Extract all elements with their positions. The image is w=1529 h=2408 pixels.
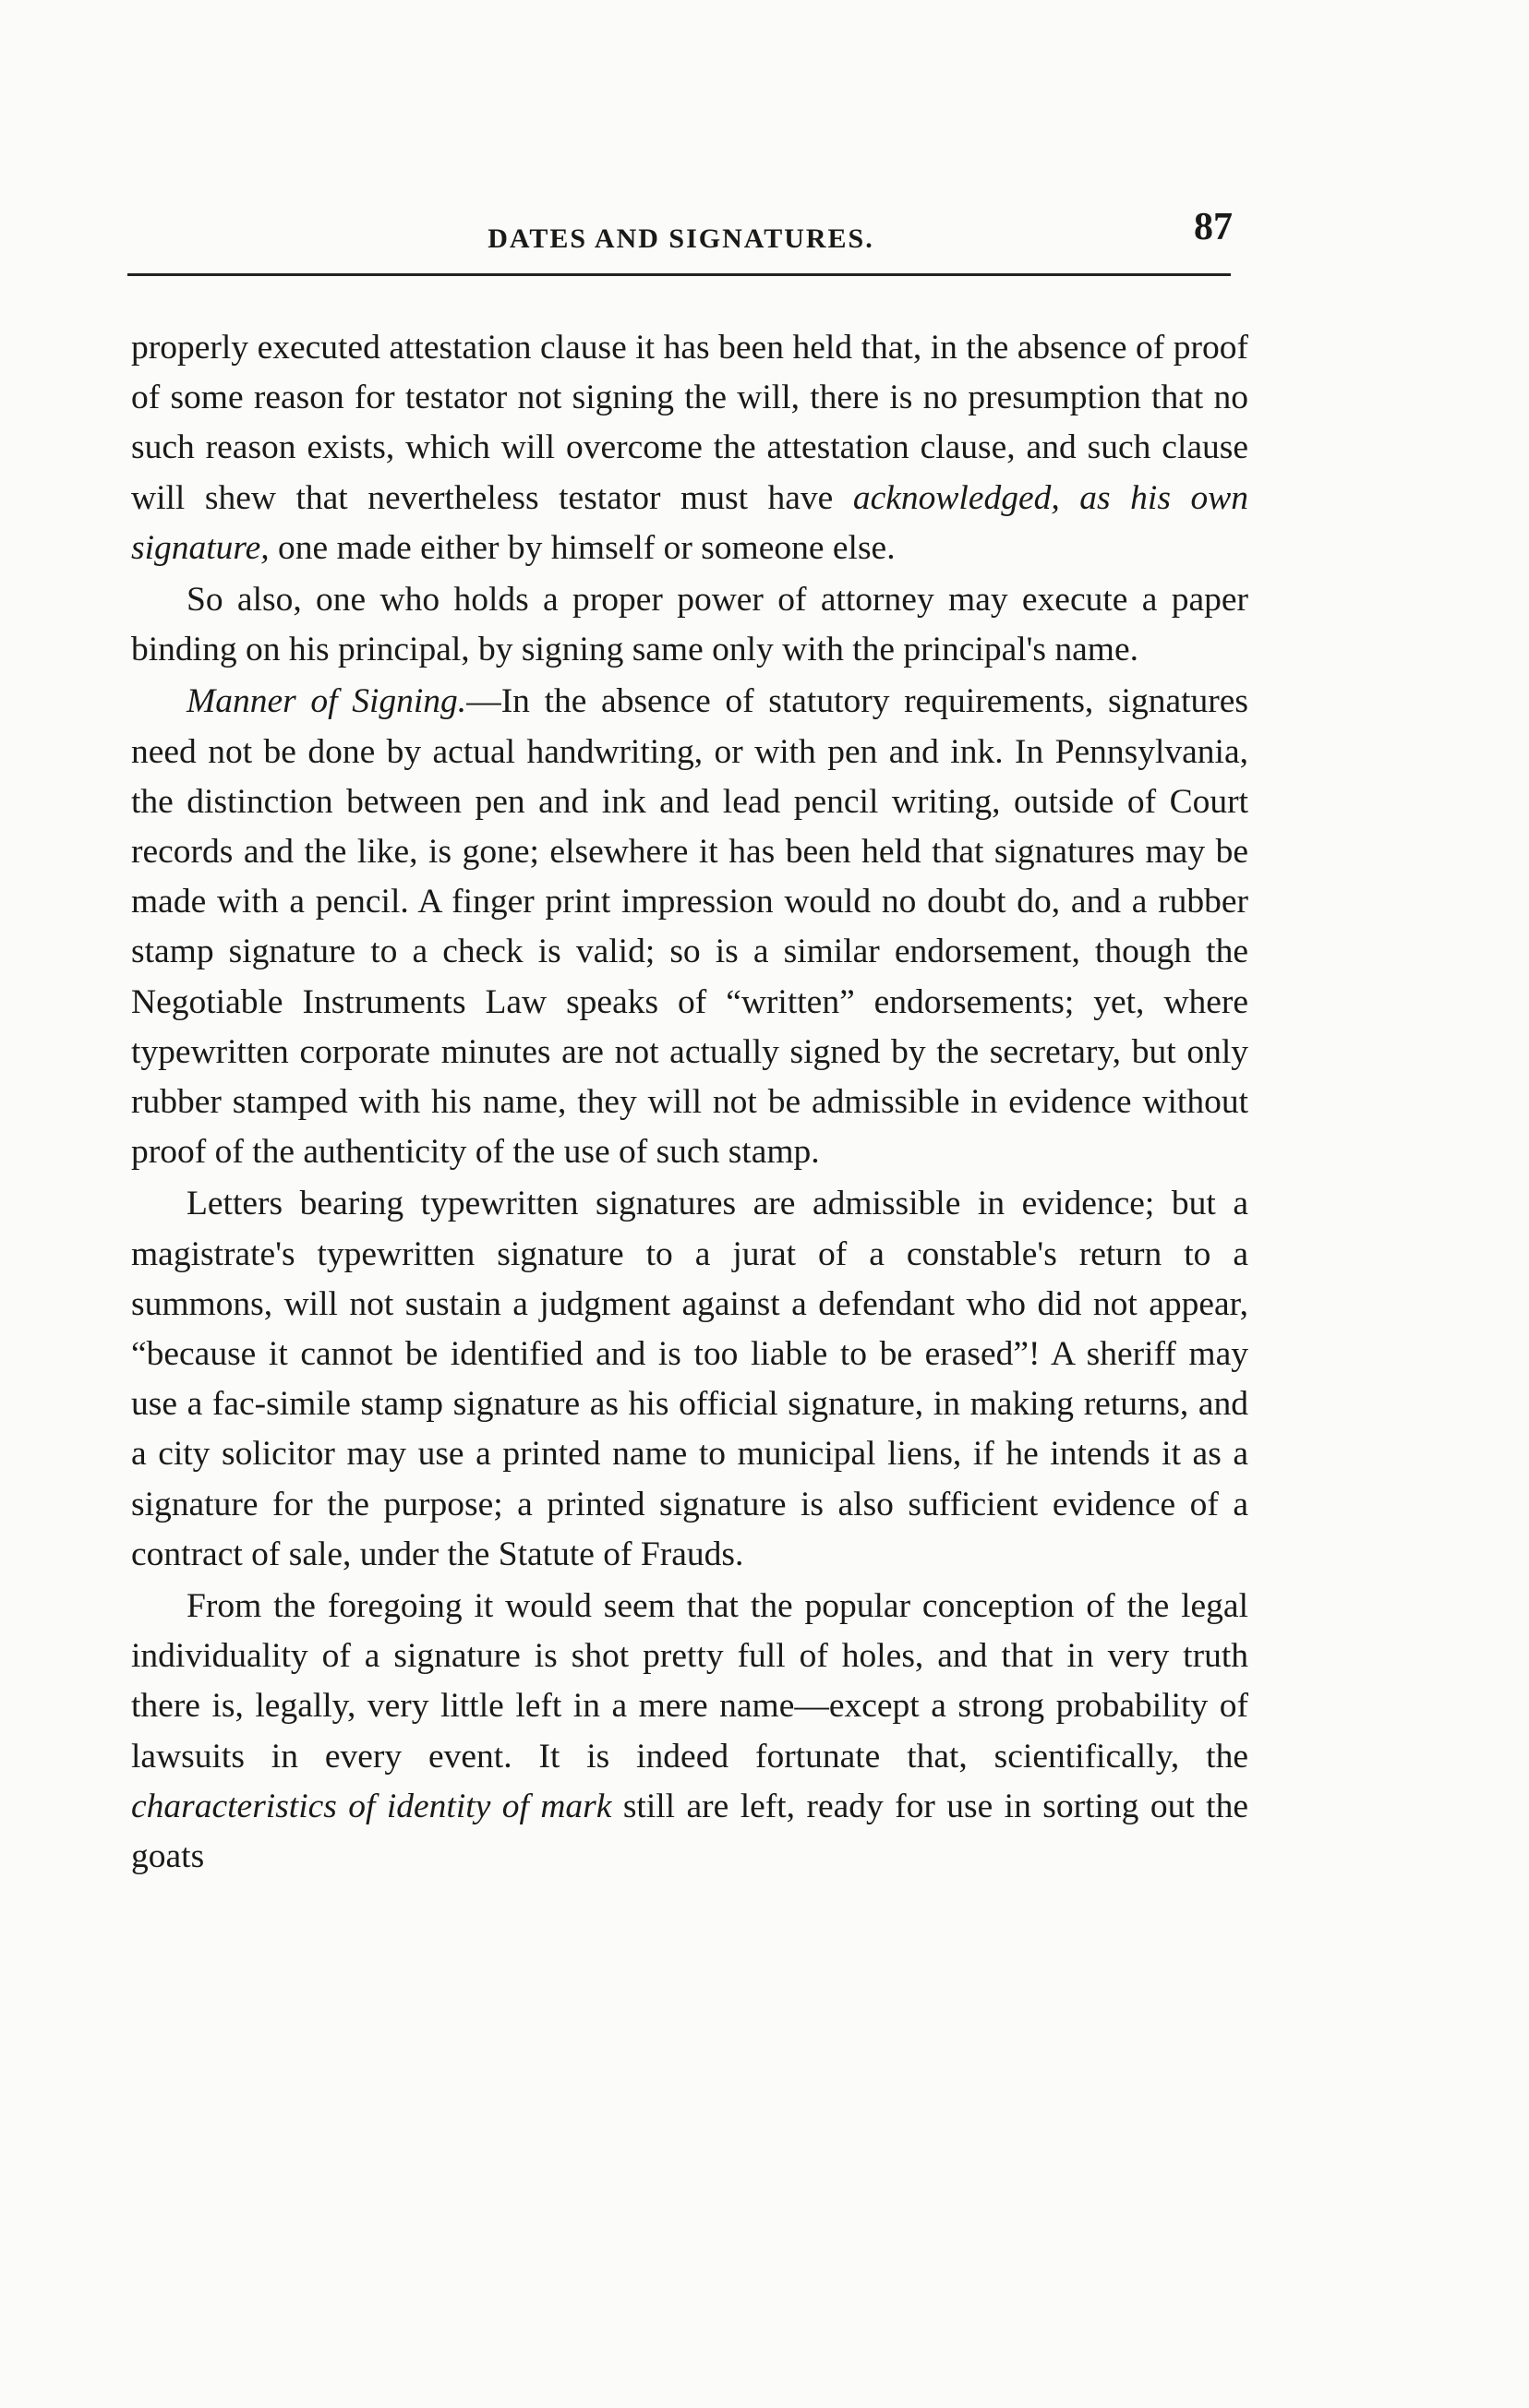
header-rule [127,273,1231,276]
text-segment: Letters bearing typewritten signatures are admissible in evidence; but a magistrate's typewritten signature to a jurat of a constable's return to a summons, will not sustain a judgment against a defendant who did not appear, “because it cannot be identified and is too liable to be erased”! A sheriff may use a fac-simile stamp signature as his official signature, in making returns, and a city solicitor may use a printed name to municipal liens, if he intends it as a signature for the purpose; a printed signature is also sufficient evidence of a contract of sale, under the Statute of Frauds. [131,1185,1248,1573]
paragraph-typewritten-signatures [131,1179,1248,1580]
text-segment: properly executed attestation clause it has been held that, in the absence of proof of some reason for testator not signing the will, there is no presumption that no such reason exists, which will overcome the attestation clause, and such clause will shew that nevertheless testator must have [131,329,1248,517]
italic-segment: characteristics of identity of mark [131,1787,612,1825]
text-segment: still are left, ready for use in sorting out the goats [131,1787,1248,1876]
running-head [129,205,1233,260]
text-segment: one made either by himself or someone else. [269,528,896,567]
paragraph-manner-of-signing [131,677,1248,1177]
section-heading-italic: Manner of Signing. [187,682,467,721]
running-title: DATES AND SIGNATURES. [488,223,874,254]
text-segment: So also, one who holds a proper power of attorney may execute a paper binding on his principal, by signing same only with the principal's name. [131,581,1248,669]
text-segment: From the foregoing it would seem that the popular conception of the legal individuality of a signature is shot pretty full of holes, and that in very truth there is, legally, very little left in a mere name—except a strong probability of lawsuits in every event. It is indeed fortunate that, scientifically, the [131,1587,1248,1776]
text-segment: —In the absence of statutory requirements, signatures need not be done by actual handwriting, or with pen and ink. In Pennsylvania, the distinction between pen and ink and lead pencil writing, outside of Court records and the like, is gone; elsewhere it has been held that signatures may be made with a pencil. A finger print impression would no doubt do, and a rubber stamp signature to a check is valid; so is a similar endorsement, though the Negotiable Instruments Law speaks of “written” endorsements; yet, where typewritten corporate minutes are not actually signed by the secretary, but only rubber stamped with his name, they will not be admissible in evidence without proof of the authenticity of the use of such stamp. [131,682,1249,1172]
paragraph-power-of-attorney [131,575,1248,675]
italic-segment: acknowledged, as his own signature, [131,478,1248,567]
paragraph-conclusion [131,1582,1248,1882]
paragraph-attestation-clause [131,323,1248,573]
page-number: 87 [1194,206,1233,248]
body-text [131,323,1248,1882]
